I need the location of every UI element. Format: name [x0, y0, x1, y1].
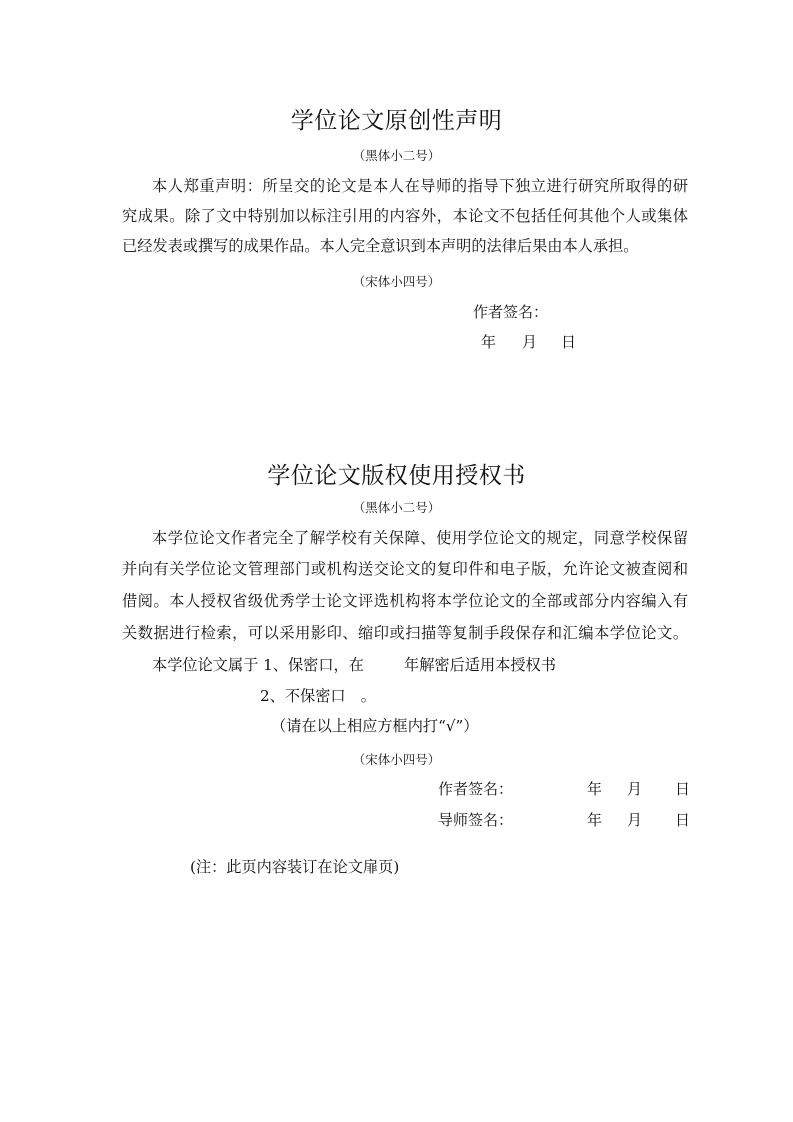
- author-signature-label: 作者签名：: [473, 303, 549, 321]
- paragraph-line: 本人郑重声明：所呈交的论文是本人在导师的指导下独立进行研究所取得的研: [152, 177, 688, 195]
- authorization-title: 学位论文版权使用授权书: [267, 463, 526, 489]
- authorization-font-note: （黑体小二号）: [352, 500, 441, 515]
- date-year-label: 年: [587, 811, 603, 829]
- date-month-label: 月: [522, 333, 538, 351]
- date-month-label: 月: [627, 780, 643, 798]
- paragraph-line: 究成果。除了文中特别加以标注引用的内容外，本论文不包括任何其他个人或集体: [122, 207, 688, 225]
- date-day-label: 日: [675, 780, 691, 798]
- non-confidential-option: 2、不保密口 。: [260, 687, 376, 705]
- date-day-label: 日: [675, 811, 691, 829]
- declaration-body-font-note: （宋体小四号）: [352, 274, 441, 289]
- footer-note: (注：此页内容装订在论文扉页): [190, 858, 400, 876]
- paragraph-line: 本学位论文作者完全了解学校有关保障、使用学位论文的规定，同意学校保留: [152, 529, 688, 547]
- date-year-label: 年: [481, 333, 497, 351]
- paragraph-line: 借阅。本人授权省级优秀学士论文评选机构将本学位论文的全部或部分内容编入有: [122, 592, 688, 610]
- confidential-option-prefix: 本学位论文属于 1、保密口，在: [152, 656, 364, 674]
- date-month-label: 月: [627, 811, 643, 829]
- author-signature-label: 作者签名：: [438, 780, 514, 798]
- declaration-font-note: （黑体小二号）: [352, 148, 441, 163]
- paragraph-line: 关数据进行检索，可以采用影印、缩印或扫描等复制手段保存和汇编本学位论文。: [122, 624, 688, 642]
- declaration-title: 学位论文原创性声明: [290, 108, 503, 134]
- date-year-label: 年: [587, 780, 603, 798]
- paragraph-line: 已经发表或撰写的成果作品。本人完全意识到本声明的法律后果由本人承担。: [122, 237, 639, 255]
- authorization-body-font-note: （宋体小四号）: [352, 752, 441, 767]
- advisor-signature-label: 导师签名：: [438, 811, 514, 829]
- checkbox-instruction: （请在以上相应方框内打“√”）: [271, 717, 479, 735]
- date-day-label: 日: [561, 333, 577, 351]
- paragraph-line: 并向有关学位论文管理部门或机构送交论文的复印件和电子版，允许论文被查阅和: [122, 560, 688, 578]
- confidential-option-suffix: 年解密后适用本授权书: [404, 656, 556, 674]
